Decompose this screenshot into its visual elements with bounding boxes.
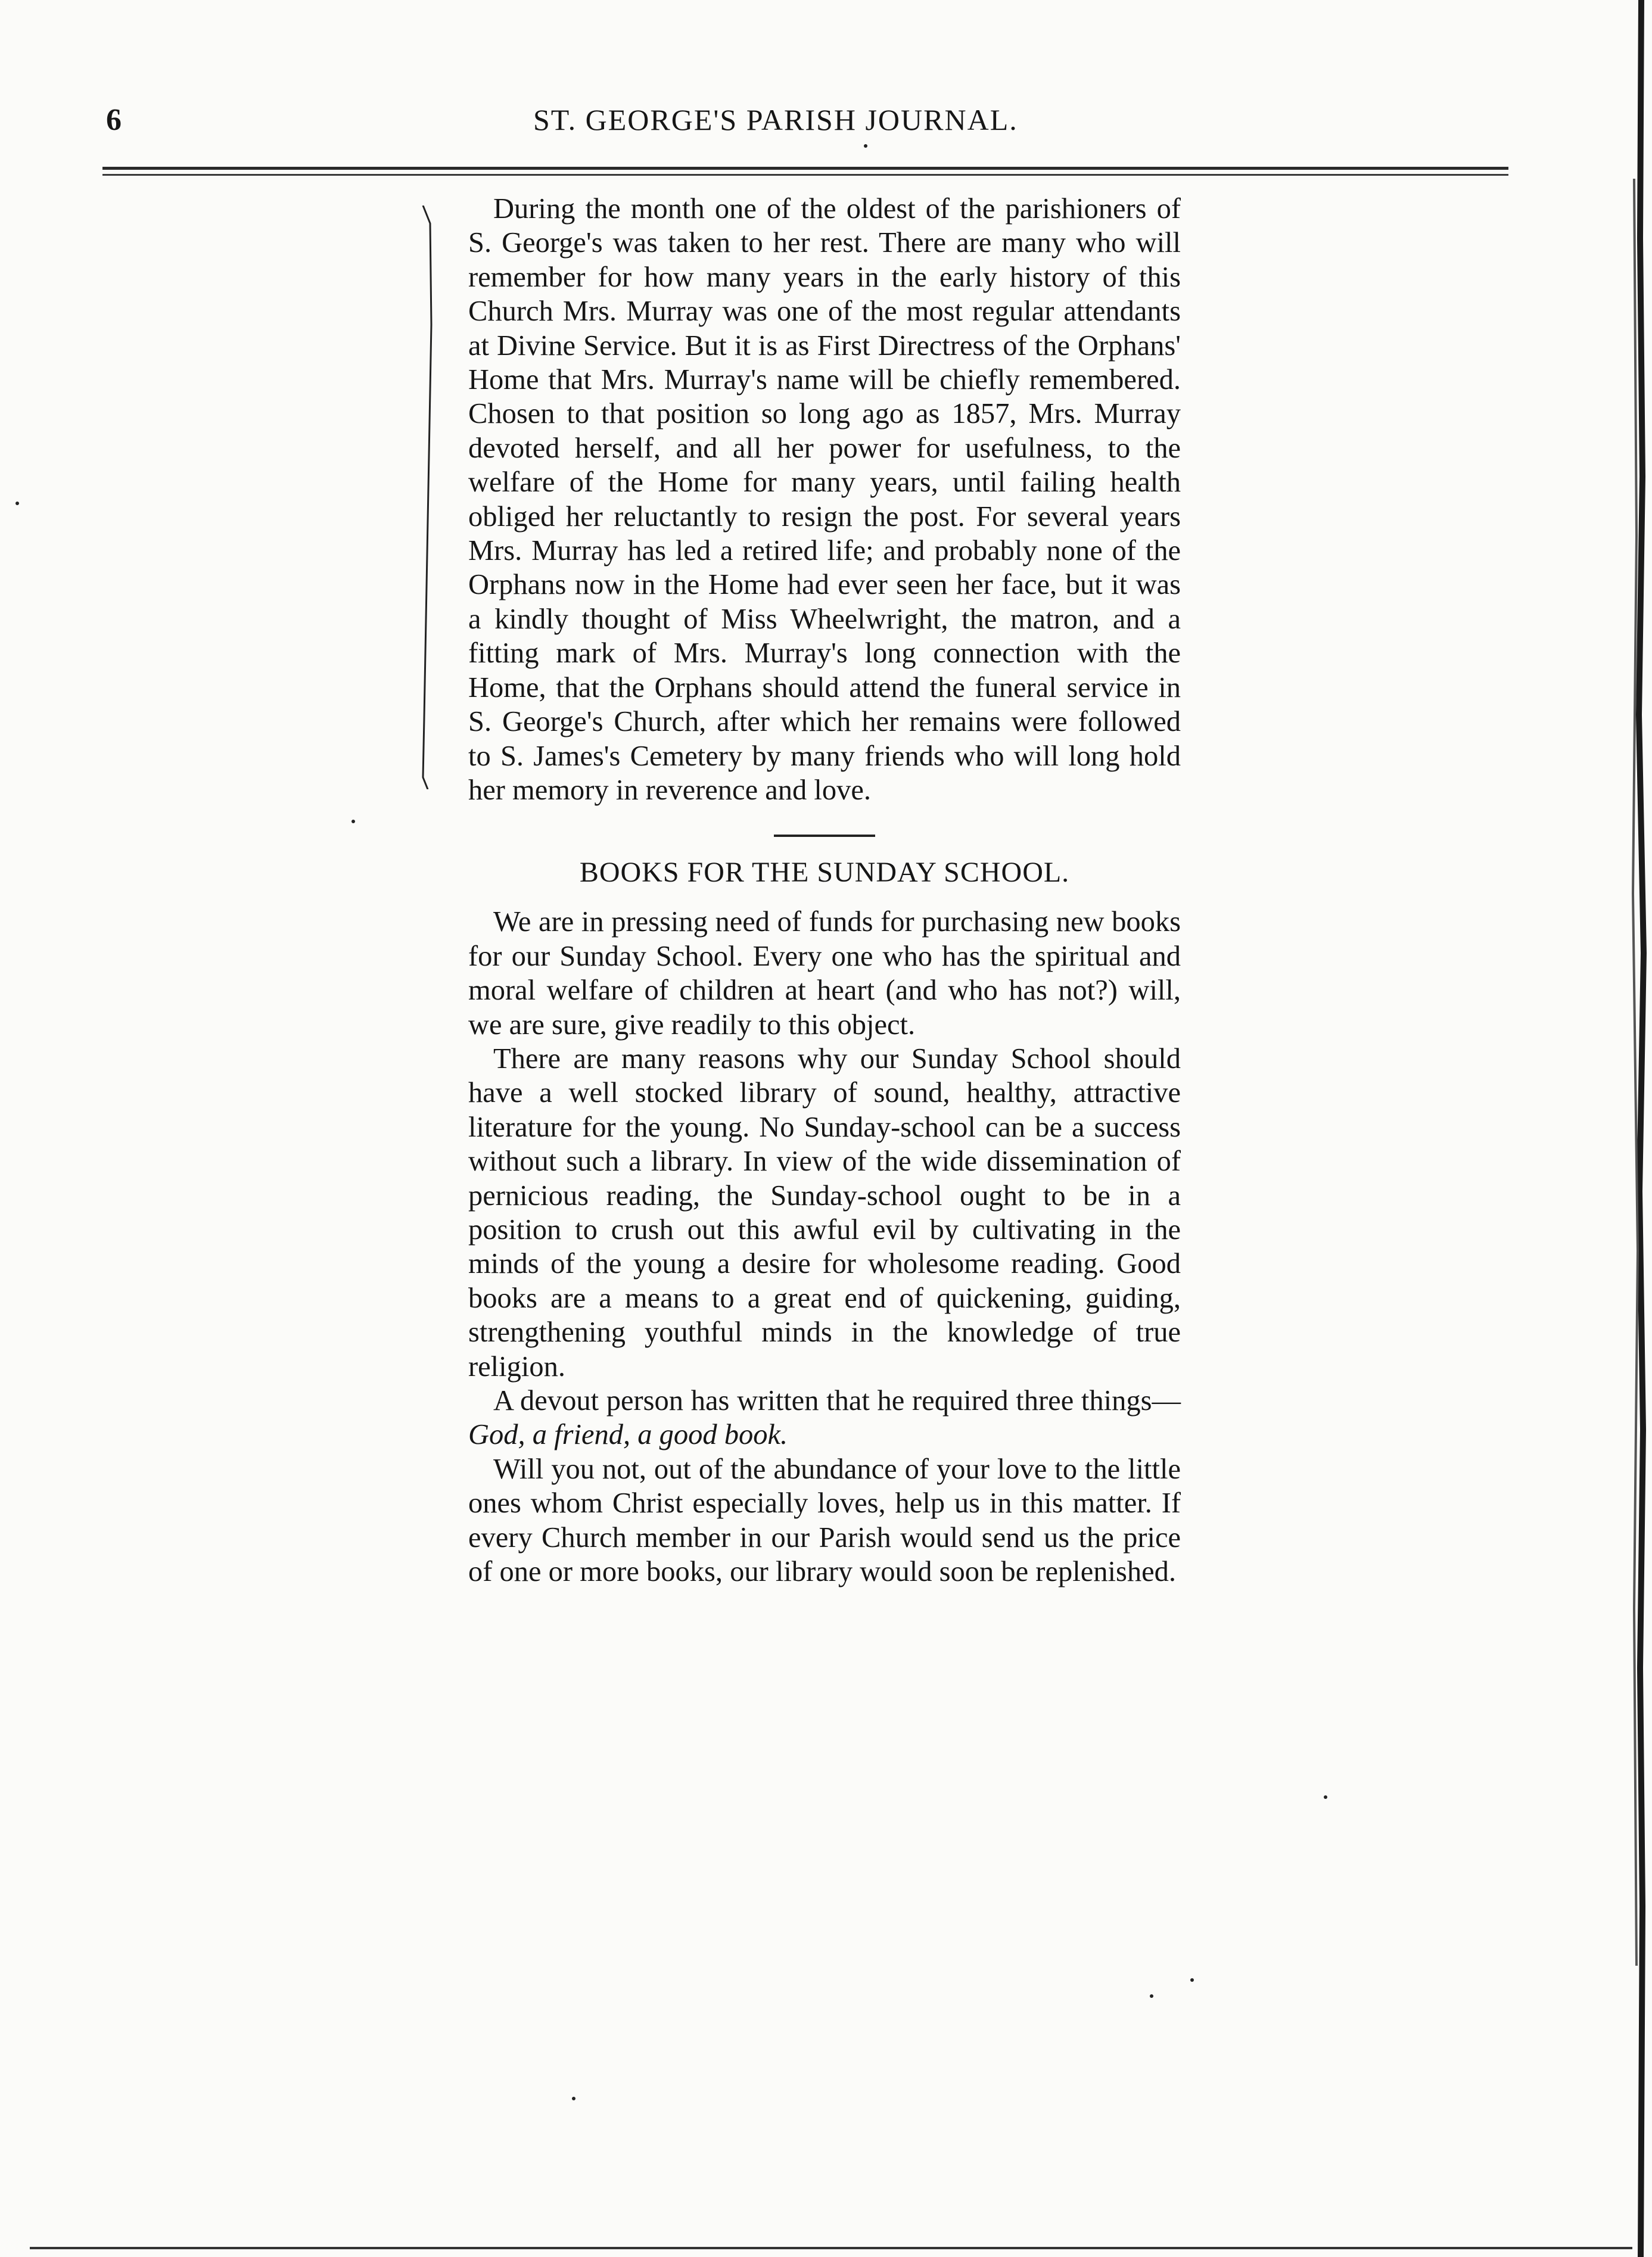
paper-speck (1150, 1994, 1153, 1998)
paper-speck (15, 502, 19, 505)
books-paragraph-3 (468, 1384, 1181, 1452)
books-paragraph-2: There are many reasons why our Sunday School should have a well stocked library of sound, healthy, attractive literature for the young. No Sunday-school can be a success without such a library. In view of the wide dissemination of pernicious reading, the Sunday-school ought to be in a position to crush out this awful evil by cultivating in the minds of the young a desire for wholesome reading. Good books are a means to a great end of quickening, guiding, strengthening youthful minds in the knowledge of true religion. (468, 1042, 1181, 1383)
section-heading: BOOKS FOR THE SUNDAY SCHOOL. (579, 857, 1070, 889)
binding-edge (1631, 0, 1652, 2257)
obituary-paragraph: During the month one of the oldest of the parishioners of S. George's was taken to her rest. There are many who will remember for how many years in the early history of this Church Mrs. Murray was one of the most regular attendants at Divine Service. But it is as First Directress of the Orphans' Home that Mrs. Murray's name will be chiefly remembered. Chosen to that position so long ago as 1857, Mrs. Murray devoted herself, and all her power for usefulness, to the welfare of the Home for many years, until failing health obliged her reluctantly to resign the post. For several years Mrs. Murray has led a retired life; and probably none of the Orphans now in the Home had ever seen her face, but it was a kindly thought of Miss Wheelwright, the matron, and a fitting mark of Mrs. Murray's long connection with the Home, that the Orphans should attend the funeral service in S. George's Church, after which her remains were followed to S. James's Cemetery by many friends who will long hold her memory in reverence and love. (468, 193, 1181, 806)
running-head: ST. GEORGE'S PARISH JOURNAL. (533, 103, 1018, 136)
header-rule (102, 167, 1508, 170)
paper-speck (1190, 1978, 1194, 1982)
books-paragraph-1: We are in pressing need of funds for purchasing new books for our Sunday School. Every one who has the spiritual and moral welfare of children at heart (and who has not?) will, we are sure, give readily to this object. (468, 906, 1181, 1041)
text-column (468, 192, 1181, 1589)
paper-speck (572, 2097, 575, 2100)
paper-speck (351, 820, 355, 823)
header-rule-secondary (102, 174, 1508, 176)
page-number: 6 (106, 103, 122, 137)
books-paragraph-3-quote: God, a friend, a good book. (468, 1419, 788, 1451)
paper-speck (1324, 1795, 1327, 1799)
books-paragraph-3-lead: A devout person has written that he required three things— (493, 1385, 1181, 1417)
margin-bracket-mark (417, 206, 441, 789)
bottom-rule (30, 2247, 1632, 2249)
paper-speck (864, 144, 867, 148)
books-paragraph-4: Will you not, out of the abundance of your love to the little ones whom Christ especially loves, help us in this matter. If every Church member in our Parish would send us the price of one or more books, our library would soon be replenished. (468, 1453, 1181, 1588)
section-divider (774, 835, 875, 837)
